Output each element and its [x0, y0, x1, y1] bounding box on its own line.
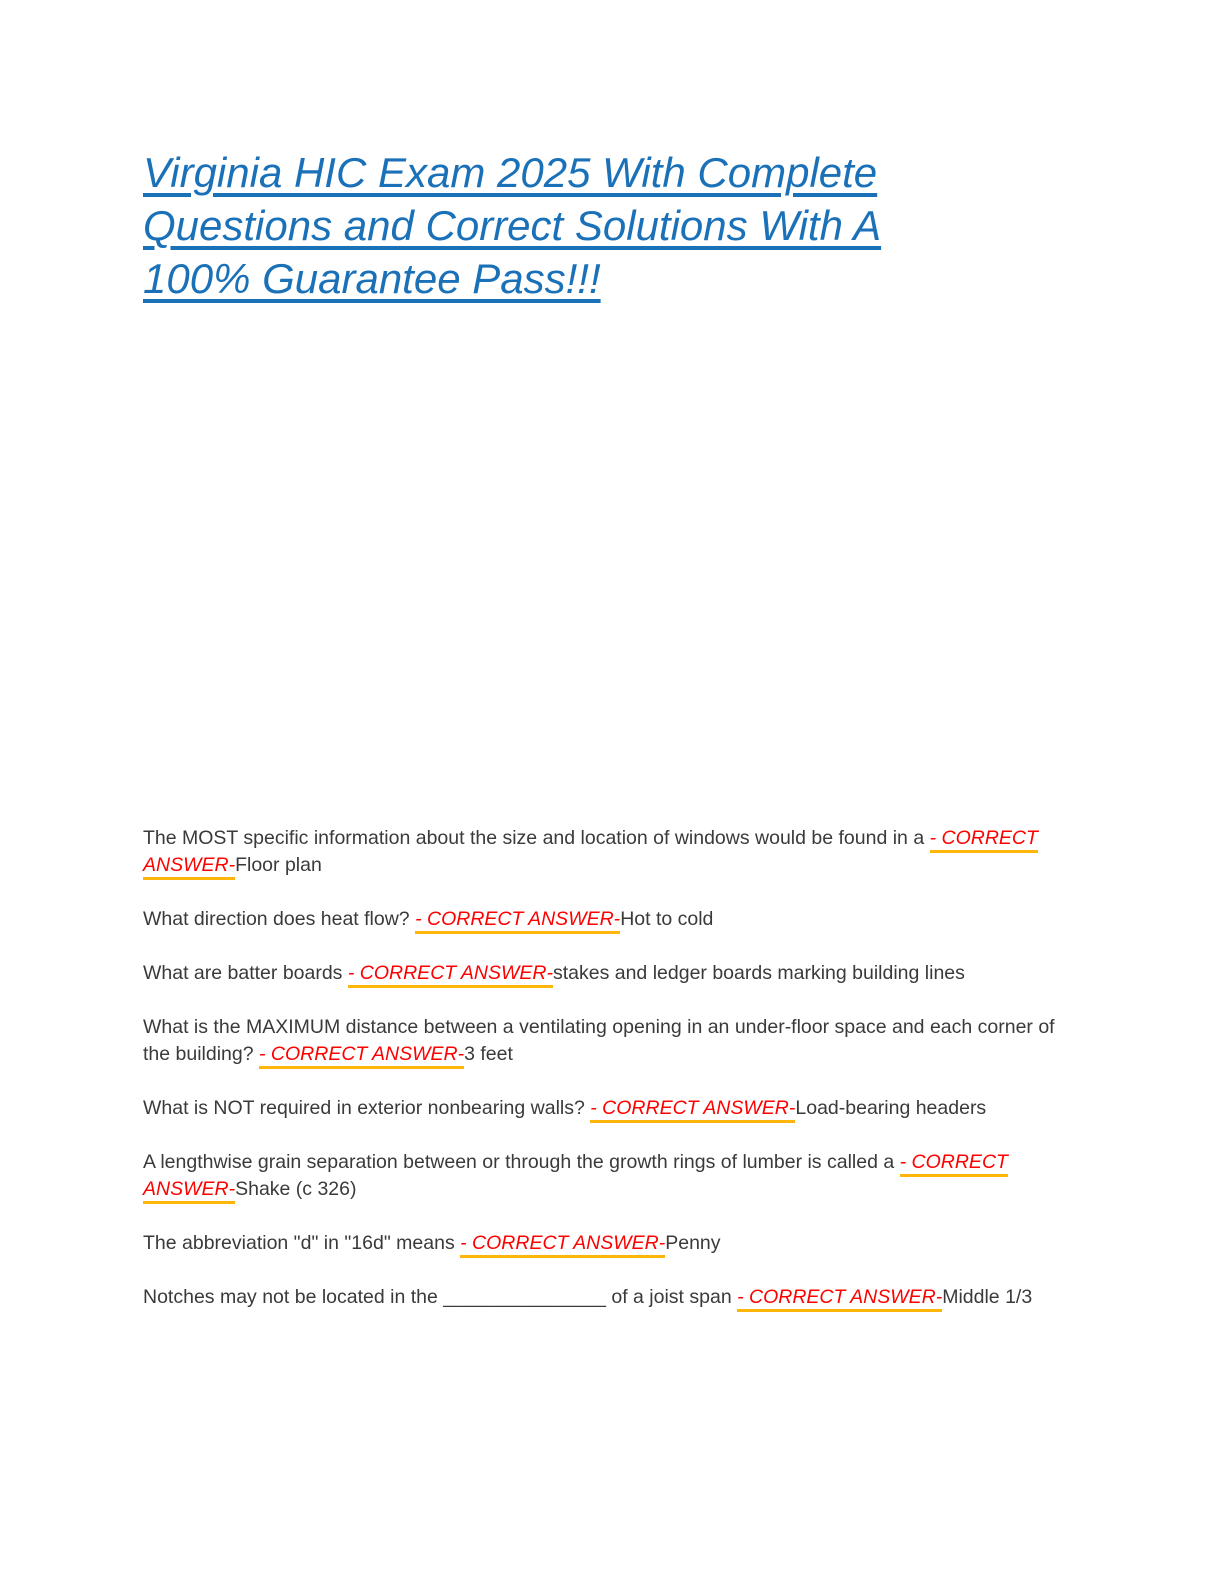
qa-paragraph — [143, 1149, 1075, 1203]
qa-paragraph — [143, 825, 1075, 879]
question-text: A lengthwise grain separation between or through the growth rings of lumber is called a — [143, 1151, 900, 1173]
correct-answer-marker: - CORRECT ANSWER- — [590, 1097, 795, 1123]
answer-text: Hot to cold — [620, 908, 714, 930]
page-title-line-2: Questions and Correct Solutions With A — [143, 202, 882, 249]
correct-answer-marker: - CORRECT ANSWER- — [143, 827, 1038, 880]
qa-paragraph — [143, 960, 1075, 987]
question-text: What is the MAXIMUM distance between a ventilating opening in an under-floor space and each corner of the building? — [143, 1016, 1055, 1065]
answer-text: Shake (c 326) — [235, 1178, 357, 1200]
page-title-line-1: Virginia HIC Exam 2025 With Complete — [143, 149, 878, 196]
answer-text: Floor plan — [235, 854, 322, 876]
qa-paragraph — [143, 1284, 1075, 1311]
correct-answer-marker: - CORRECT ANSWER- — [348, 962, 553, 988]
correct-answer-marker: - CORRECT ANSWER- — [737, 1286, 942, 1312]
correct-answer-marker: - CORRECT ANSWER- — [415, 908, 620, 934]
question-text: What direction does heat flow? — [143, 908, 416, 930]
answer-text: Load-bearing headers — [795, 1097, 987, 1119]
qa-list — [143, 825, 1075, 1311]
question-text: What are batter boards — [143, 962, 348, 984]
answer-text: 3 feet — [464, 1043, 513, 1065]
question-text: Notches may not be located in the _______________ of a joist span — [143, 1286, 738, 1308]
question-text: The MOST specific information about the size and location of windows would be found in a — [143, 827, 930, 849]
qa-paragraph — [143, 906, 1075, 933]
correct-answer-marker: - CORRECT ANSWER- — [259, 1043, 464, 1069]
answer-text: Middle 1/3 — [942, 1286, 1033, 1308]
page-title — [143, 146, 1086, 305]
qa-paragraph — [143, 1014, 1075, 1068]
answer-text: stakes and ledger boards marking building lines — [552, 962, 965, 984]
question-text: The abbreviation "d" in "16d" means — [143, 1232, 461, 1254]
correct-answer-marker: - CORRECT ANSWER- — [460, 1232, 665, 1258]
answer-text: Penny — [665, 1232, 721, 1254]
qa-paragraph — [143, 1095, 1075, 1122]
page-title-line-3: 100% Guarantee Pass!!! — [143, 255, 601, 302]
title-body-whitespace — [143, 305, 1086, 825]
question-text: What is NOT required in exterior nonbearing walls? — [143, 1097, 591, 1119]
qa-paragraph — [143, 1230, 1075, 1257]
correct-answer-marker: - CORRECT ANSWER- — [143, 1151, 1008, 1204]
